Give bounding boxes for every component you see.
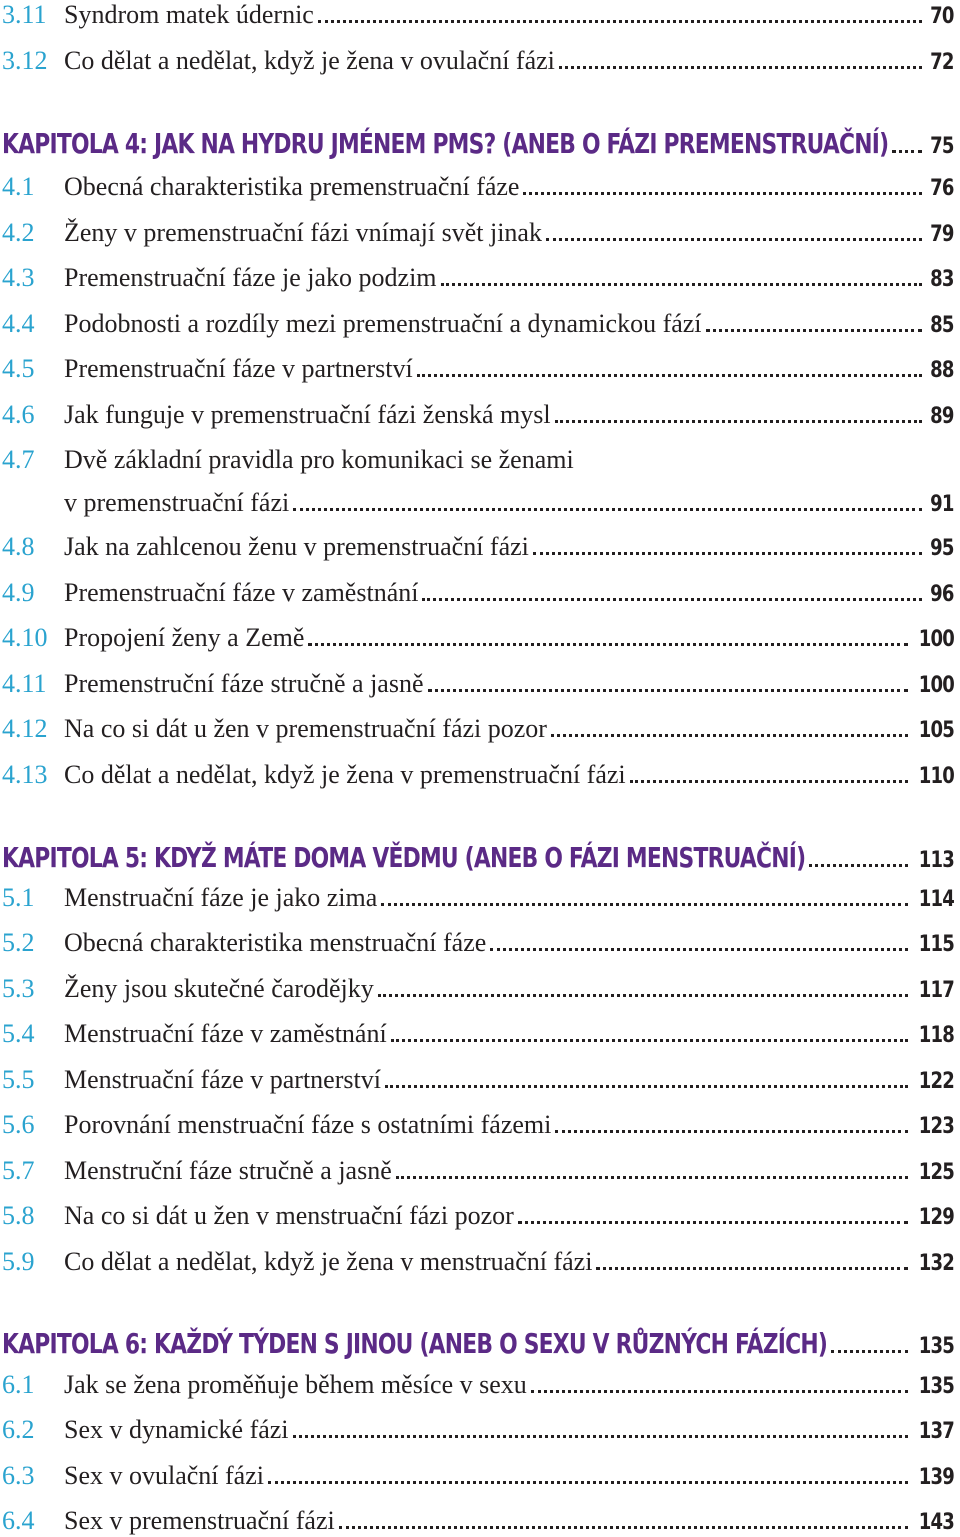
section-number: 3.12	[2, 46, 48, 75]
dot-leader	[831, 1350, 908, 1353]
toc-entry[interactable]	[2, 1415, 954, 1445]
section-number: 5.9	[2, 1247, 35, 1276]
section-title: Premenstruační fáze v partnerství	[64, 354, 413, 383]
section-title: Sex v premenstruační fázi	[64, 1506, 335, 1535]
section-title: Sex v dynamické fázi	[64, 1415, 289, 1444]
dot-leader	[428, 689, 909, 692]
toc-entry[interactable]	[2, 445, 954, 475]
section-number: 4.2	[2, 218, 35, 247]
toc-entry[interactable]	[2, 760, 954, 790]
section-title: Co dělat a nedělat, když je žena v ovulační fázi	[64, 46, 555, 75]
section-number: 4.11	[2, 669, 47, 698]
toc-entry[interactable]	[2, 46, 954, 76]
section-number: 4.9	[2, 578, 35, 607]
section-title: Na co si dát u žen v premenstruační fázi pozor	[64, 714, 547, 743]
section-number: 5.4	[2, 1019, 35, 1048]
section-title-line2: v premenstruační fázi	[64, 488, 290, 517]
section-number: 4.1	[2, 172, 35, 201]
chapter-title: KAPITOLA 6: KAŽDÝ TÝDEN S JINOU (ANEB O SEXU V RŮZNÝCH FÁZÍCH)	[2, 1327, 828, 1360]
toc-entry[interactable]	[2, 1065, 954, 1095]
toc-entry[interactable]	[2, 669, 954, 699]
dot-leader	[339, 1526, 908, 1529]
section-title: Premenstruační fáze je jako podzim	[64, 263, 437, 292]
toc-entry[interactable]	[2, 0, 954, 30]
dot-leader	[533, 552, 922, 555]
toc-entry[interactable]	[2, 309, 954, 339]
dot-leader	[559, 66, 922, 69]
toc-entry[interactable]	[2, 400, 954, 430]
page-number: 95	[930, 536, 954, 561]
section-title: Menstruační fáze je jako zima	[64, 883, 378, 912]
toc-entry[interactable]	[2, 172, 954, 202]
section-number: 6.2	[2, 1415, 35, 1444]
toc-entry[interactable]	[2, 928, 954, 958]
dot-leader	[555, 420, 923, 423]
section-number: 4.10	[2, 623, 48, 652]
dot-leader	[318, 20, 923, 23]
page-number: 117	[918, 978, 954, 1003]
dot-leader	[385, 1085, 908, 1088]
page-number: 129	[918, 1205, 954, 1230]
section-title: Obecná charakteristika premenstruační fáze	[64, 172, 520, 201]
section-title: Jak se žena proměňuje během měsíce v sexu	[64, 1370, 527, 1399]
dot-leader	[706, 329, 923, 332]
page-number: 110	[918, 764, 954, 789]
section-title: Menstruační fáze v zaměstnání	[64, 1019, 387, 1048]
section-number: 5.7	[2, 1156, 35, 1185]
toc-entry[interactable]	[2, 1370, 954, 1400]
toc-chapter-heading[interactable]	[2, 1327, 954, 1360]
toc-chapter-heading[interactable]	[2, 841, 954, 874]
page-number: 89	[930, 404, 954, 429]
dot-leader	[381, 903, 908, 906]
section-title: Premenstruační fáze v zaměstnání	[64, 578, 419, 607]
page-number: 79	[930, 222, 954, 247]
dot-leader	[422, 598, 922, 601]
page-number: 115	[918, 932, 954, 957]
page-number: 113	[918, 848, 954, 873]
dot-leader	[630, 780, 908, 783]
dot-leader	[293, 1435, 909, 1438]
dot-leader	[441, 283, 923, 286]
section-title: Syndrom matek údernic	[64, 0, 314, 29]
page-number: 137	[918, 1419, 954, 1444]
section-title: Podobnosti a rozdíly mezi premenstruační a dynamickou fází	[64, 309, 702, 338]
page-number: 118	[918, 1023, 954, 1048]
chapter-title: KAPITOLA 4: JAK NA HYDRU JMÉNEM PMS? (ANEB O FÁZI PREMENSTRUAČNÍ)	[2, 127, 889, 160]
toc-entry[interactable]	[2, 1506, 954, 1536]
section-title: Propojení ženy a Země	[64, 623, 305, 652]
section-title: Co dělat a nedělat, když je žena v premenstruační fázi	[64, 760, 626, 789]
section-number: 5.6	[2, 1110, 35, 1139]
section-number: 4.13	[2, 760, 48, 789]
page-number: 122	[918, 1069, 954, 1094]
page-number: 135	[918, 1374, 954, 1399]
section-number: 6.4	[2, 1506, 35, 1535]
page-number: 143	[918, 1510, 954, 1535]
dot-leader	[551, 734, 908, 737]
page-number: 105	[918, 718, 954, 743]
toc-entry[interactable]	[2, 1201, 954, 1231]
dot-leader	[293, 508, 922, 511]
section-title: Ženy v premenstruační fázi vnímají svět jinak	[64, 218, 542, 247]
section-number: 6.1	[2, 1370, 35, 1399]
toc-entry[interactable]	[2, 1461, 954, 1491]
section-title: Porovnání menstruační fáze s ostatními fázemi	[64, 1110, 552, 1139]
section-title: Dvě základní pravidla pro komunikaci se ženami	[64, 445, 574, 474]
chapter-title: KAPITOLA 5: KDYŽ MÁTE DOMA VĚDMU (ANEB O FÁZI MENSTRUAČNÍ)	[2, 841, 806, 874]
page-number: 85	[930, 313, 954, 338]
page-number: 125	[918, 1160, 954, 1185]
page-number: 123	[918, 1114, 954, 1139]
section-number: 4.4	[2, 309, 35, 338]
page-number: 83	[930, 267, 954, 292]
toc-entry[interactable]	[2, 974, 954, 1004]
dot-leader	[555, 1130, 908, 1133]
toc-entry[interactable]	[2, 1110, 954, 1140]
toc-entry[interactable]	[2, 218, 954, 248]
section-number: 4.7	[2, 445, 35, 474]
dot-leader	[391, 1039, 908, 1042]
section-title: Na co si dát u žen v menstruační fázi pozor	[64, 1201, 514, 1230]
toc-entry-continuation[interactable]	[64, 488, 954, 518]
dot-leader	[378, 994, 908, 997]
dot-leader	[546, 238, 922, 241]
toc-entry[interactable]	[2, 623, 954, 653]
page-number: 91	[930, 492, 954, 517]
section-title: Menstruční fáze stručně a jasně	[64, 1156, 392, 1185]
page-number: 139	[918, 1465, 954, 1490]
page-number: 100	[918, 673, 954, 698]
section-title: Jak na zahlcenou ženu v premenstruační fázi	[64, 532, 529, 561]
dot-leader	[490, 948, 908, 951]
dot-leader	[396, 1176, 908, 1179]
toc-entry[interactable]	[2, 1156, 954, 1186]
toc-chapter-heading[interactable]	[2, 127, 954, 160]
dot-leader	[892, 150, 922, 153]
section-title: Jak funguje v premenstruační fázi ženská mysl	[64, 400, 551, 429]
page-number: 76	[930, 176, 954, 201]
section-title: Co dělat a nedělat, když je žena v menstruační fázi	[64, 1247, 593, 1276]
section-number: 4.3	[2, 263, 35, 292]
dot-leader	[518, 1221, 908, 1224]
section-number: 4.6	[2, 400, 35, 429]
dot-leader	[523, 192, 922, 195]
section-title: Premenstruční fáze stručně a jasně	[64, 669, 424, 698]
toc-entry[interactable]	[2, 883, 954, 913]
section-number: 4.8	[2, 532, 35, 561]
toc-entry[interactable]	[2, 354, 954, 384]
page-number: 88	[930, 358, 954, 383]
toc-entry[interactable]	[2, 532, 954, 562]
section-title: Obecná charakteristika menstruační fáze	[64, 928, 487, 957]
section-number: 4.12	[2, 714, 48, 743]
toc-entry[interactable]	[2, 578, 954, 608]
toc-entry[interactable]	[2, 1019, 954, 1049]
dot-leader	[308, 643, 908, 646]
section-number: 5.1	[2, 883, 35, 912]
page-number: 96	[930, 582, 954, 607]
page-number: 72	[930, 50, 954, 75]
dot-leader	[268, 1481, 908, 1484]
section-number: 5.2	[2, 928, 35, 957]
section-title: Sex v ovulační fázi	[64, 1461, 264, 1490]
page-number: 100	[918, 627, 954, 652]
section-number: 3.11	[2, 0, 47, 29]
section-number: 5.5	[2, 1065, 35, 1094]
toc-entry[interactable]	[2, 263, 954, 293]
section-title: Menstruační fáze v partnerství	[64, 1065, 381, 1094]
section-number: 4.5	[2, 354, 35, 383]
section-number: 5.3	[2, 974, 35, 1003]
page-number: 114	[918, 887, 954, 912]
toc-entry[interactable]	[2, 1247, 954, 1277]
dot-leader	[417, 374, 923, 377]
page-number: 135	[918, 1334, 954, 1359]
section-title: Ženy jsou skutečné čarodějky	[64, 974, 374, 1003]
section-number: 5.8	[2, 1201, 35, 1230]
page-number: 70	[930, 4, 954, 29]
section-number: 6.3	[2, 1461, 35, 1490]
dot-leader	[531, 1390, 908, 1393]
dot-leader	[596, 1267, 908, 1270]
page-number: 132	[918, 1251, 954, 1276]
dot-leader	[809, 864, 908, 867]
toc-entry[interactable]	[2, 714, 954, 744]
page-number: 75	[930, 134, 954, 159]
